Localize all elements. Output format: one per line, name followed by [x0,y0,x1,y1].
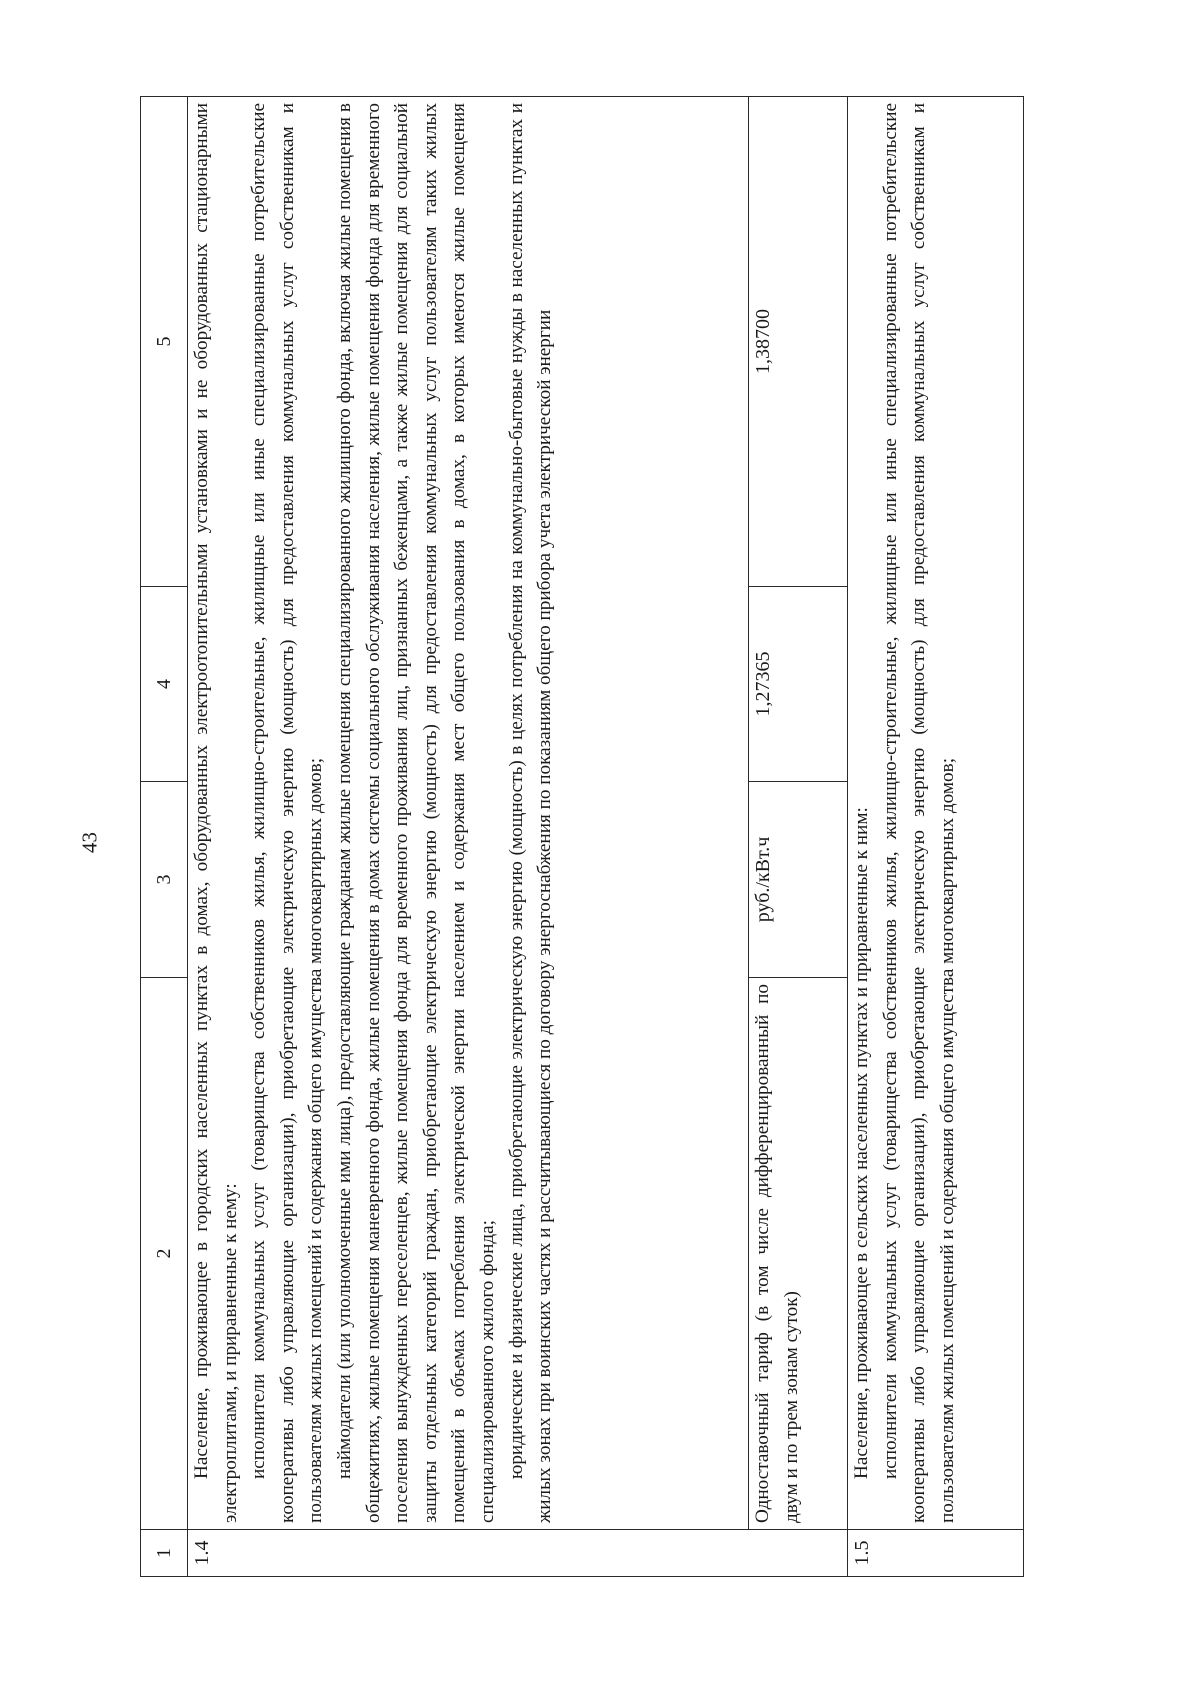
header-col-5: 5 [141,97,188,587]
tariff-table [140,96,1024,1577]
row-1-5-paragraph-2: исполнители коммунальных услуг (товарищества собственников жилья, жилищно-строительные, жилищные или иные специализированные потребительские кооперативы либо управляющие организации), приобретающие электрическую энергию (мощность) для предоставления коммунальных услуг собственникам и пользователям жилых помещений и содержания общего имущества многоквартирных домов; [879,103,958,1523]
tariff-value-col-4: 1,27365 [749,587,848,782]
table-row-1-4 [188,97,749,1577]
row-1-4-description [188,97,749,1530]
table-row-1-5 [848,97,1024,1577]
rotated-table-container [140,97,1020,1577]
header-col-2: 2 [141,978,188,1530]
row-1-5-description [848,97,1024,1530]
row-1-4-paragraph-2: исполнители коммунальных услуг (товарищества собственников жилья, жилищно-строительные, жилищные или иные специализированные потребительские кооперативы либо управляющие организации), приобретающие электрическую энергию (мощность) для предоставления коммунальных услуг собственникам и пользователям жилых помещений и содержания общего имущества многоквартирных домов; [248,103,327,1523]
tariff-value-col-5: 1,38700 [749,97,848,587]
header-col-4: 4 [141,587,188,782]
row-1-4-paragraph-3: наймодатели (или уполномоченные ими лица), предоставляющие гражданам жилые помещения специализированного жилищного фонда, включая жилые помещения в общежитиях, жилые помещения маневренного фонда, жилые помещения в домах системы социального обслуживания населения, жилые помещения фонда для временного поселения вынужденных переселенцев, жилые помещения фонда для временного проживания лиц, признанных беженцами, а также жилые помещения для социальной защиты отдельных категорий граждан, приобретающие электрическую энергию (мощность) для предоставления коммунальных услуг пользователям таких жилых помещений в объемах потребления электрической энергии населением и содержания мест общего пользования в домах, в которых имеются жилые помещения специализированного жилого фонда; [333,103,498,1523]
page-number: 43 [77,832,102,853]
table-header-row [141,97,188,1577]
row-1-4-paragraph-1: Население, проживающее в городских населенных пунктах в домах, оборудованных электроотопительными установками и не оборудованных стационарными электроплитами, и приравненные к нему: [191,103,241,1523]
row-number-1-5: 1.5 [848,1530,1024,1577]
tariff-label: Одноставочный тариф (в том числе дифференцированный по двум и по трем зонам суток) [749,978,848,1530]
row-1-4-paragraph-4: юридические и физические лица, приобретающие электрическую энергию (мощность) в целях потребления на коммунально-бытовые нужды в населенных пунктах и жилых зонах при воинских частях и рассчитывающиеся по договору энергоснабжения по показаниям общего прибора учета электрической энергии [505,103,556,1523]
row-number-1-4: 1.4 [188,1530,848,1577]
table-row-1-4-tariff [749,97,848,1577]
header-col-3: 3 [141,782,188,978]
row-1-5-paragraph-1: Население, проживающее в сельских населенных пунктах и приравненные к ним: [851,807,872,1479]
header-col-1: 1 [141,1530,188,1577]
tariff-unit: руб./кВт.ч [749,782,848,978]
